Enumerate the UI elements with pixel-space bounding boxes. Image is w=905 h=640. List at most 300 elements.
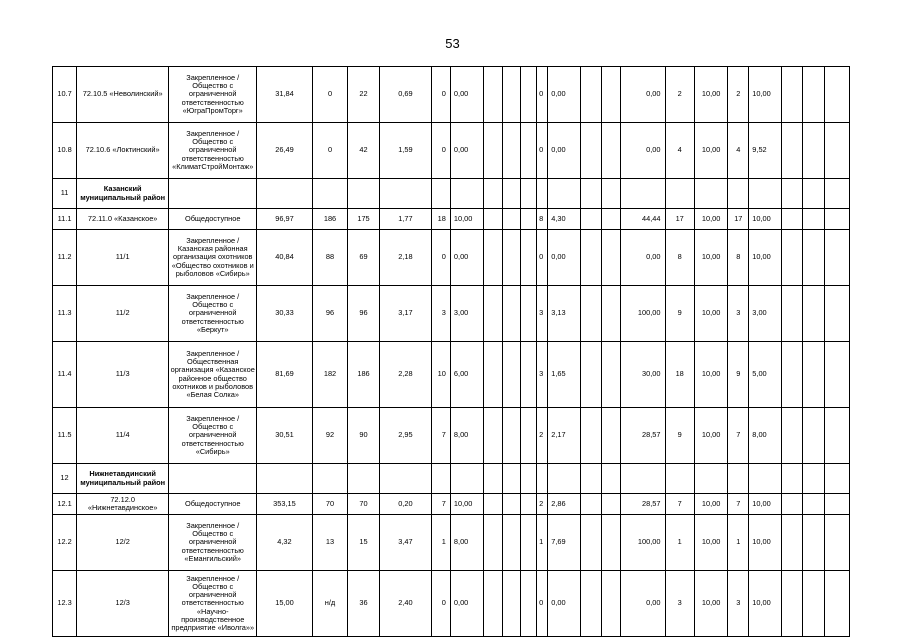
empty-cell <box>781 67 802 123</box>
hunting-area-name: 72.11.0 «Казанское» <box>77 209 169 230</box>
empty-cell <box>824 179 849 209</box>
empty-cell <box>503 571 521 637</box>
density: 2,18 <box>379 230 431 286</box>
harvest-count <box>536 179 548 209</box>
proposed-percent: 5,00 <box>749 342 781 408</box>
empty-cell <box>781 494 802 515</box>
empty-cell <box>503 408 521 464</box>
limit-count: 7 <box>432 408 451 464</box>
density: 1,59 <box>379 123 431 179</box>
quota-count: 8 <box>665 230 694 286</box>
proposed-count: 9 <box>728 342 749 408</box>
area-value <box>257 464 313 494</box>
empty-cell <box>503 494 521 515</box>
empty-cell <box>824 123 849 179</box>
ground-type <box>169 179 257 209</box>
quota-count: 2 <box>665 67 694 123</box>
proposed-count: 3 <box>728 286 749 342</box>
proposed-percent: 10,00 <box>749 230 781 286</box>
count-prev: 0 <box>312 67 348 123</box>
harvest-count: 3 <box>536 342 548 408</box>
empty-cell <box>521 408 537 464</box>
hunting-area-name: 11/3 <box>77 342 169 408</box>
ground-type: Закрепленное / Общество с ограниченной ответственностью «ЮграПромТорг» <box>169 67 257 123</box>
ground-type: Закрепленное / Общество с ограниченной ответственностью «Научно-производственное предприятие «Иволга»» <box>169 571 257 637</box>
count-current <box>348 179 379 209</box>
proposed-percent <box>749 179 781 209</box>
utilization-percent: 0,00 <box>620 571 665 637</box>
limit-count <box>432 179 451 209</box>
harvest-count: 0 <box>536 67 548 123</box>
proposed-percent: 9,52 <box>749 123 781 179</box>
count-prev: 13 <box>312 515 348 571</box>
empty-cell <box>580 286 601 342</box>
proposed-count <box>728 179 749 209</box>
quota-count: 9 <box>665 408 694 464</box>
limit-percent: 0,00 <box>450 230 484 286</box>
empty-cell <box>521 342 537 408</box>
hunting-area-name: 12/2 <box>77 515 169 571</box>
harvest-count: 0 <box>536 571 548 637</box>
empty-cell <box>601 515 620 571</box>
empty-cell <box>503 342 521 408</box>
empty-cell <box>802 342 824 408</box>
limit-percent <box>450 464 484 494</box>
empty-cell <box>580 123 601 179</box>
empty-cell <box>484 494 503 515</box>
harvest-count: 3 <box>536 286 548 342</box>
table-row <box>53 515 850 571</box>
empty-cell <box>781 209 802 230</box>
empty-cell <box>484 230 503 286</box>
hunting-area-name: 72.10.6 «Локтинский» <box>77 123 169 179</box>
area-value: 31,84 <box>257 67 313 123</box>
empty-cell <box>503 230 521 286</box>
empty-cell <box>484 67 503 123</box>
empty-cell <box>824 464 849 494</box>
utilization-percent: 28,57 <box>620 494 665 515</box>
empty-cell <box>503 209 521 230</box>
empty-cell <box>601 179 620 209</box>
harvest-percent: 2,17 <box>548 408 580 464</box>
harvest-percent: 3,13 <box>548 286 580 342</box>
utilization-percent: 100,00 <box>620 515 665 571</box>
empty-cell <box>484 123 503 179</box>
hunting-area-name: 11/4 <box>77 408 169 464</box>
quota-percent <box>694 464 728 494</box>
ground-type: Закрепленное / Общество с ограниченной ответственностью «Беркут» <box>169 286 257 342</box>
empty-cell <box>824 209 849 230</box>
quota-percent: 10,00 <box>694 286 728 342</box>
empty-cell <box>521 494 537 515</box>
count-current: 175 <box>348 209 379 230</box>
density <box>379 464 431 494</box>
table-row <box>53 67 850 123</box>
empty-cell <box>484 209 503 230</box>
proposed-percent <box>749 464 781 494</box>
hunting-area-name: 11/1 <box>77 230 169 286</box>
hunting-area-name: 72.10.5 «Неволинский» <box>77 67 169 123</box>
harvest-count: 2 <box>536 494 548 515</box>
area-value: 30,33 <box>257 286 313 342</box>
proposed-percent: 10,00 <box>749 515 781 571</box>
density: 0,69 <box>379 67 431 123</box>
hunting-area-name: 12/3 <box>77 571 169 637</box>
quota-count: 9 <box>665 286 694 342</box>
empty-cell <box>580 342 601 408</box>
count-current: 22 <box>348 67 379 123</box>
empty-cell <box>802 230 824 286</box>
ground-type <box>169 464 257 494</box>
ground-type: Закрепленное / Общественная организация «Казанское районное общество охотников и рыболовов «Белая Солка» <box>169 342 257 408</box>
harvest-count: 0 <box>536 230 548 286</box>
ground-type: Закрепленное / Общество с ограниченной ответственностью «Сибирь» <box>169 408 257 464</box>
proposed-count: 2 <box>728 67 749 123</box>
limit-count: 7 <box>432 494 451 515</box>
empty-cell <box>781 515 802 571</box>
empty-cell <box>781 342 802 408</box>
empty-cell <box>802 123 824 179</box>
harvest-percent: 0,00 <box>548 123 580 179</box>
empty-cell <box>580 571 601 637</box>
hunting-area-name: 72.12.0 «Нижнетавдинское» <box>77 494 169 515</box>
limit-percent: 10,00 <box>450 494 484 515</box>
row-number: 11.3 <box>53 286 77 342</box>
empty-cell <box>521 67 537 123</box>
count-prev: 0 <box>312 123 348 179</box>
area-value: 26,49 <box>257 123 313 179</box>
count-prev <box>312 179 348 209</box>
table-row <box>53 209 850 230</box>
quota-percent: 10,00 <box>694 515 728 571</box>
count-prev: н/д <box>312 571 348 637</box>
empty-cell <box>824 67 849 123</box>
empty-cell <box>521 464 537 494</box>
table-row <box>53 342 850 408</box>
row-number: 11.2 <box>53 230 77 286</box>
proposed-count: 7 <box>728 408 749 464</box>
row-number: 11 <box>53 179 77 209</box>
utilization-percent <box>620 179 665 209</box>
count-current: 186 <box>348 342 379 408</box>
empty-cell <box>521 123 537 179</box>
harvest-percent: 2,86 <box>548 494 580 515</box>
count-current: 42 <box>348 123 379 179</box>
empty-cell <box>824 286 849 342</box>
empty-cell <box>484 408 503 464</box>
hunting-area-name: 11/2 <box>77 286 169 342</box>
empty-cell <box>580 408 601 464</box>
proposed-count: 3 <box>728 571 749 637</box>
empty-cell <box>802 209 824 230</box>
quota-percent: 10,00 <box>694 571 728 637</box>
empty-cell <box>503 179 521 209</box>
empty-cell <box>601 342 620 408</box>
proposed-count: 17 <box>728 209 749 230</box>
empty-cell <box>802 494 824 515</box>
quota-count <box>665 179 694 209</box>
table-row <box>53 286 850 342</box>
empty-cell <box>521 286 537 342</box>
quota-count: 3 <box>665 571 694 637</box>
empty-cell <box>601 230 620 286</box>
row-number: 10.7 <box>53 67 77 123</box>
empty-cell <box>802 515 824 571</box>
empty-cell <box>601 494 620 515</box>
density: 3,47 <box>379 515 431 571</box>
density: 1,77 <box>379 209 431 230</box>
quota-count: 1 <box>665 515 694 571</box>
harvest-percent: 4,30 <box>548 209 580 230</box>
count-current: 70 <box>348 494 379 515</box>
empty-cell <box>601 408 620 464</box>
area-value <box>257 179 313 209</box>
count-current <box>348 464 379 494</box>
harvest-count: 1 <box>536 515 548 571</box>
count-prev: 70 <box>312 494 348 515</box>
limit-percent: 0,00 <box>450 67 484 123</box>
area-value: 30,51 <box>257 408 313 464</box>
utilization-percent: 44,44 <box>620 209 665 230</box>
empty-cell <box>503 464 521 494</box>
empty-cell <box>824 494 849 515</box>
table-row <box>53 464 850 494</box>
empty-cell <box>824 515 849 571</box>
empty-cell <box>601 67 620 123</box>
empty-cell <box>802 67 824 123</box>
limit-percent: 0,00 <box>450 571 484 637</box>
quota-percent <box>694 179 728 209</box>
empty-cell <box>580 515 601 571</box>
utilization-percent: 28,57 <box>620 408 665 464</box>
quota-count: 7 <box>665 494 694 515</box>
density: 3,17 <box>379 286 431 342</box>
density: 2,95 <box>379 408 431 464</box>
row-number: 11.4 <box>53 342 77 408</box>
empty-cell <box>580 464 601 494</box>
harvest-count <box>536 464 548 494</box>
table-row <box>53 408 850 464</box>
utilization-percent: 0,00 <box>620 67 665 123</box>
empty-cell <box>580 494 601 515</box>
ground-type: Общедоступное <box>169 494 257 515</box>
row-number: 12.2 <box>53 515 77 571</box>
hunting-area-name: Казанский муниципальный район <box>77 179 169 209</box>
ground-type: Закрепленное / Казанская районная организация охотников «Общество охотников и рыболовов «Сибирь» <box>169 230 257 286</box>
row-number: 11.5 <box>53 408 77 464</box>
proposed-percent: 10,00 <box>749 209 781 230</box>
row-number: 11.1 <box>53 209 77 230</box>
limit-percent: 3,00 <box>450 286 484 342</box>
quota-percent: 10,00 <box>694 123 728 179</box>
table-row <box>53 179 850 209</box>
utilization-percent: 30,00 <box>620 342 665 408</box>
limit-percent: 6,00 <box>450 342 484 408</box>
empty-cell <box>484 515 503 571</box>
row-number: 10.8 <box>53 123 77 179</box>
count-prev: 182 <box>312 342 348 408</box>
quota-count <box>665 464 694 494</box>
proposed-count <box>728 464 749 494</box>
density: 2,40 <box>379 571 431 637</box>
limit-percent: 8,00 <box>450 408 484 464</box>
proposed-percent: 10,00 <box>749 571 781 637</box>
quota-count: 17 <box>665 209 694 230</box>
quota-count: 18 <box>665 342 694 408</box>
count-current: 15 <box>348 515 379 571</box>
harvest-percent: 0,00 <box>548 571 580 637</box>
quota-count: 4 <box>665 123 694 179</box>
utilization-percent: 0,00 <box>620 230 665 286</box>
count-prev: 186 <box>312 209 348 230</box>
row-number: 12 <box>53 464 77 494</box>
proposed-percent: 10,00 <box>749 494 781 515</box>
harvest-percent: 0,00 <box>548 67 580 123</box>
quota-percent: 10,00 <box>694 67 728 123</box>
empty-cell <box>521 179 537 209</box>
table-row <box>53 571 850 637</box>
harvest-percent: 1,65 <box>548 342 580 408</box>
limit-count: 0 <box>432 67 451 123</box>
count-current: 69 <box>348 230 379 286</box>
proposed-count: 7 <box>728 494 749 515</box>
harvest-percent: 0,00 <box>548 230 580 286</box>
empty-cell <box>521 230 537 286</box>
empty-cell <box>781 123 802 179</box>
count-prev: 96 <box>312 286 348 342</box>
ground-type: Закрепленное / Общество с ограниченной ответственностью «КлиматСтройМонтаж» <box>169 123 257 179</box>
limit-count: 1 <box>432 515 451 571</box>
limit-percent <box>450 179 484 209</box>
count-current: 36 <box>348 571 379 637</box>
count-prev: 88 <box>312 230 348 286</box>
quota-percent: 10,00 <box>694 494 728 515</box>
empty-cell <box>580 209 601 230</box>
empty-cell <box>503 515 521 571</box>
empty-cell <box>580 230 601 286</box>
density <box>379 179 431 209</box>
empty-cell <box>781 230 802 286</box>
empty-cell <box>601 286 620 342</box>
proposed-count: 8 <box>728 230 749 286</box>
empty-cell <box>824 342 849 408</box>
table-row <box>53 230 850 286</box>
harvest-percent <box>548 179 580 209</box>
limit-count: 18 <box>432 209 451 230</box>
empty-cell <box>781 464 802 494</box>
table-row <box>53 123 850 179</box>
empty-cell <box>601 571 620 637</box>
quota-percent: 10,00 <box>694 230 728 286</box>
quota-percent: 10,00 <box>694 342 728 408</box>
empty-cell <box>824 230 849 286</box>
proposed-percent: 3,00 <box>749 286 781 342</box>
limit-count: 3 <box>432 286 451 342</box>
empty-cell <box>484 464 503 494</box>
count-prev: 92 <box>312 408 348 464</box>
limit-count: 0 <box>432 230 451 286</box>
empty-cell <box>824 571 849 637</box>
empty-cell <box>503 286 521 342</box>
utilization-percent: 0,00 <box>620 123 665 179</box>
area-value: 81,69 <box>257 342 313 408</box>
empty-cell <box>802 286 824 342</box>
proposed-count: 4 <box>728 123 749 179</box>
limit-count: 0 <box>432 571 451 637</box>
empty-cell <box>601 123 620 179</box>
density: 2,28 <box>379 342 431 408</box>
table-row <box>53 494 850 515</box>
empty-cell <box>781 179 802 209</box>
empty-cell <box>503 123 521 179</box>
empty-cell <box>484 179 503 209</box>
empty-cell <box>824 408 849 464</box>
page-number: 53 <box>445 36 460 51</box>
limit-count: 10 <box>432 342 451 408</box>
hunting-area-name: Нижнетавдинский муниципальный район <box>77 464 169 494</box>
limit-percent: 8,00 <box>450 515 484 571</box>
density: 0,20 <box>379 494 431 515</box>
utilization-percent <box>620 464 665 494</box>
area-value: 15,00 <box>257 571 313 637</box>
proposed-percent: 8,00 <box>749 408 781 464</box>
harvest-count: 8 <box>536 209 548 230</box>
limit-count <box>432 464 451 494</box>
area-value: 40,84 <box>257 230 313 286</box>
row-number: 12.3 <box>53 571 77 637</box>
count-current: 96 <box>348 286 379 342</box>
empty-cell <box>580 67 601 123</box>
empty-cell <box>580 179 601 209</box>
area-value: 96,97 <box>257 209 313 230</box>
ground-type: Общедоступное <box>169 209 257 230</box>
empty-cell <box>781 286 802 342</box>
harvest-count: 0 <box>536 123 548 179</box>
empty-cell <box>802 408 824 464</box>
proposed-count: 1 <box>728 515 749 571</box>
row-number: 12.1 <box>53 494 77 515</box>
utilization-percent: 100,00 <box>620 286 665 342</box>
area-value: 4,32 <box>257 515 313 571</box>
empty-cell <box>601 464 620 494</box>
empty-cell <box>601 209 620 230</box>
harvest-percent: 7,69 <box>548 515 580 571</box>
empty-cell <box>781 408 802 464</box>
empty-cell <box>521 209 537 230</box>
empty-cell <box>503 67 521 123</box>
empty-cell <box>484 571 503 637</box>
empty-cell <box>802 464 824 494</box>
quota-percent: 10,00 <box>694 408 728 464</box>
area-value: 353,15 <box>257 494 313 515</box>
empty-cell <box>781 571 802 637</box>
quota-percent: 10,00 <box>694 209 728 230</box>
harvest-count: 2 <box>536 408 548 464</box>
ground-type: Закрепленное / Общество с ограниченной ответственностью «Емангильский» <box>169 515 257 571</box>
empty-cell <box>484 286 503 342</box>
empty-cell <box>521 571 537 637</box>
limit-percent: 10,00 <box>450 209 484 230</box>
empty-cell <box>802 179 824 209</box>
count-prev <box>312 464 348 494</box>
empty-cell <box>802 571 824 637</box>
hunting-grounds-table <box>52 66 850 637</box>
count-current: 90 <box>348 408 379 464</box>
proposed-percent: 10,00 <box>749 67 781 123</box>
limit-count: 0 <box>432 123 451 179</box>
harvest-percent <box>548 464 580 494</box>
empty-cell <box>484 342 503 408</box>
